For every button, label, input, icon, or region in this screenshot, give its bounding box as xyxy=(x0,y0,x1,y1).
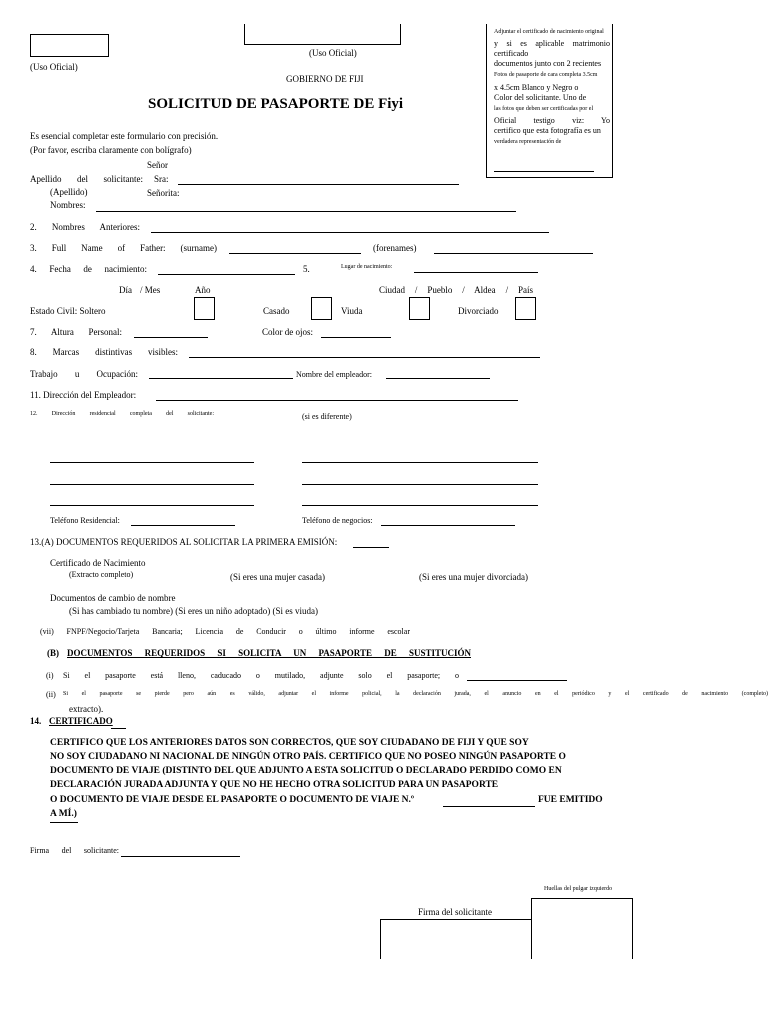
intro-line-1: Es esencial completar este formulario con precisión. xyxy=(30,131,219,141)
item-ii-text-2: extracto). xyxy=(69,704,104,714)
residential-address-label: 12. Dirección residencial completa del solicitante: xyxy=(30,411,214,417)
birth-cert-extract: (Extracto completo) xyxy=(69,570,134,579)
widowed-checkbox[interactable] xyxy=(409,297,430,320)
cert-line-6: A MÍ.) xyxy=(50,809,77,819)
photo-instr-9: Oficial testigo viz: Yo xyxy=(494,116,610,125)
year-label: Año xyxy=(195,285,211,295)
married-checkbox[interactable] xyxy=(311,297,332,320)
other-address-line-3[interactable] xyxy=(302,505,538,506)
senorita-label: Señorita: xyxy=(147,188,180,198)
item-i-field[interactable] xyxy=(467,680,567,681)
day-label: Día xyxy=(119,285,132,295)
employer-address-field[interactable] xyxy=(156,400,518,401)
photo-instr-8: las fotos que deben ser certificadas por el xyxy=(494,106,594,112)
marks-label: 8. Marcas distintivas visibles: xyxy=(30,347,178,357)
residential-address-line-3[interactable] xyxy=(50,505,254,506)
employer-name-field[interactable] xyxy=(386,378,490,379)
employer-address-label: 11. Dirección del Empleador: xyxy=(30,390,137,400)
divorced-checkbox[interactable] xyxy=(515,297,536,320)
business-phone-field[interactable] xyxy=(381,525,515,526)
photo-witness-line[interactable] xyxy=(494,171,594,172)
eye-color-label: Color de ojos: xyxy=(262,327,313,337)
cert-line-3: DOCUMENTO DE VIAJE (DISTINTO DEL QUE ADJUNTO A ESTA SOLICITUD O DECLARADO PERDIDO COMO EN xyxy=(50,766,562,776)
occupation-label: Trabajo u Ocupación: xyxy=(30,369,138,379)
surname-paren-label: (Apellido) xyxy=(50,187,88,197)
business-phone-label: Teléfono de negocios: xyxy=(302,516,373,525)
birthplace-label: Lugar de nacimiento: xyxy=(341,264,393,270)
home-phone-field[interactable] xyxy=(131,525,235,526)
item-i-text: Si el pasaporte está lleno, caducado o mutilado, adjunte solo el pasaporte; o xyxy=(63,671,459,680)
dob-field[interactable] xyxy=(158,274,295,275)
photo-instr-6: x 4.5cm Blanco y Negro o xyxy=(494,83,579,92)
item-ii-text: Si el pasaporte se pierde pero aún es válido, adjuntar el informe policial, la declaración jurada, el anuncio en el periódico y el certificado de nacimiento (completo) xyxy=(63,691,768,697)
cert-line-4: DECLARACIÓN JURADA ADJUNTA Y QUE NO HE HECHO OTRA SOLICITUD PARA UN PASAPORTE xyxy=(50,780,499,790)
cert-line-2: NO SOY CIUDADANO NI NACIONAL DE NINGÚN OTRO PAÍS. CERTIFICO QUE NO POSEO NINGÚN PASAPORTE O xyxy=(50,752,566,762)
previous-names-label: 2. Nombres Anteriores: xyxy=(30,222,140,232)
cert-line-5b: FUE EMITIDO xyxy=(538,795,603,805)
section-b-title: DOCUMENTOS REQUERIDOS SI SOLICITA UN PASAPORTE DE SUSTITUCIÓN xyxy=(67,648,471,658)
cert-heading-underline xyxy=(111,728,126,729)
cert-heading-number: 14. xyxy=(30,716,42,726)
photo-instr-3: certificado xyxy=(494,49,529,58)
senor-label: Señor xyxy=(147,160,168,170)
official-use-label-center: (Uso Oficial) xyxy=(309,48,357,58)
item-ii-label: (ii) xyxy=(46,690,56,699)
divorced-woman-note: (Si eres una mujer divorciada) xyxy=(419,572,528,582)
other-address-line-2[interactable] xyxy=(302,484,538,485)
official-use-box-center xyxy=(244,24,401,45)
page-title: SOLICITUD DE PASAPORTE DE Fiyi xyxy=(148,96,404,112)
cert-line-1: CERTIFICO QUE LOS ANTERIORES DATOS SON CORRECTOS, QUE SOY CIUDADANO DE FIJI Y QUE SOY xyxy=(50,738,529,748)
name-change-docs: Documentos de cambio de nombre xyxy=(50,593,176,603)
travel-document-number-field[interactable] xyxy=(443,806,535,807)
father-surname-label: 3. Full Name of Father: (surname) xyxy=(30,243,217,253)
given-names-label: Nombres: xyxy=(50,200,86,210)
official-use-label-left: (Uso Oficial) xyxy=(30,62,78,72)
birthplace-number: 5. xyxy=(303,264,310,274)
marital-status-label: Estado Civil: Soltero xyxy=(30,306,106,316)
photo-instr-1: Adjuntar el certificado de nacimiento original xyxy=(494,29,604,35)
previous-names-field[interactable] xyxy=(151,232,549,233)
photo-instr-5: Fotos de pasaporte de cara completa 3.5cm xyxy=(494,72,598,78)
father-forenames-label: (forenames) xyxy=(373,243,417,253)
cert-heading: CERTIFICADO xyxy=(49,716,113,726)
residential-address-line-2[interactable] xyxy=(50,484,254,485)
photo-instr-4: documentos junto con 2 recientes xyxy=(494,59,602,68)
birth-cert-label: Certificado de Nacimiento xyxy=(50,558,146,568)
occupation-field[interactable] xyxy=(149,378,293,379)
cert-line-5a: O DOCUMENTO DE VIAJE DESDE EL PASAPORTE O DOCUMENTO DE VIAJE N.º xyxy=(50,795,415,805)
signature-box[interactable] xyxy=(380,919,531,959)
divorced-label: Divorciado xyxy=(458,306,499,316)
other-docs-vii: (vii) FNPF/Negocio/Tarjeta Bancaria; Licencia de Conducir o último informe escolar xyxy=(40,627,410,636)
married-woman-note: (Si eres una mujer casada) xyxy=(230,572,325,582)
photo-instr-11: verdadera representación de xyxy=(494,139,562,145)
father-surname-field[interactable] xyxy=(229,253,361,254)
dob-label: 4. Fecha de nacimiento: xyxy=(30,264,147,274)
applicant-signature-label: Firma del solicitante: xyxy=(30,846,119,855)
height-field[interactable] xyxy=(134,337,208,338)
left-thumbprint-label: Huellas del pulgar izquierdo xyxy=(544,886,613,892)
place-parts-label: Ciudad / Pueblo / Aldea / País xyxy=(379,285,533,295)
employer-name-label: Nombre del empleador: xyxy=(296,370,372,379)
item-i-label: (i) xyxy=(46,671,54,680)
section-13-underline xyxy=(353,547,389,548)
other-address-line-1[interactable] xyxy=(302,462,538,463)
single-checkbox[interactable] xyxy=(194,297,215,320)
if-different-label: (si es diferente) xyxy=(302,412,352,421)
widowed-label: Viuda xyxy=(341,306,363,316)
height-label: 7. Altura Personal: xyxy=(30,327,122,337)
married-label: Casado xyxy=(263,306,290,316)
surname-label: Apellido del solicitante: xyxy=(30,174,143,184)
section-13-heading: 13.(A) DOCUMENTOS REQUERIDOS AL SOLICITAR LA PRIMERA EMISIÓN: xyxy=(30,537,338,547)
applicant-signature-field[interactable] xyxy=(121,856,240,857)
home-phone-label: Teléfono Residencial: xyxy=(50,516,120,525)
surname-field[interactable] xyxy=(178,184,459,185)
month-label: / Mes xyxy=(140,285,161,295)
cert-line-6-underline xyxy=(50,822,78,823)
thumbprint-box[interactable] xyxy=(531,898,633,959)
marks-field[interactable] xyxy=(189,357,540,358)
photo-instr-10: certifico que esta fotografía es un xyxy=(494,126,601,135)
sra-label: Sra: xyxy=(154,174,169,184)
photo-instr-7: Color del solicitante. Uno de xyxy=(494,93,587,102)
photo-instr-2: y si es aplicable matrimonio xyxy=(494,39,610,48)
official-use-box-left xyxy=(30,34,109,57)
section-b-label: (B) xyxy=(47,648,59,658)
government-label: GOBIERNO DE FIJI xyxy=(286,74,364,84)
intro-line-2: (Por favor, escriba claramente con bolígrafo) xyxy=(30,145,192,155)
birthplace-field[interactable] xyxy=(414,272,538,273)
name-change-notes: (Si has cambiado tu nombre) (Si eres un niño adoptado) (Si es viuda) xyxy=(69,606,318,616)
residential-address-line-1[interactable] xyxy=(50,462,254,463)
given-names-field[interactable] xyxy=(96,211,516,212)
signature-box-label: Firma del solicitante xyxy=(418,907,492,917)
father-forenames-field[interactable] xyxy=(434,253,593,254)
eye-color-field[interactable] xyxy=(321,337,391,338)
